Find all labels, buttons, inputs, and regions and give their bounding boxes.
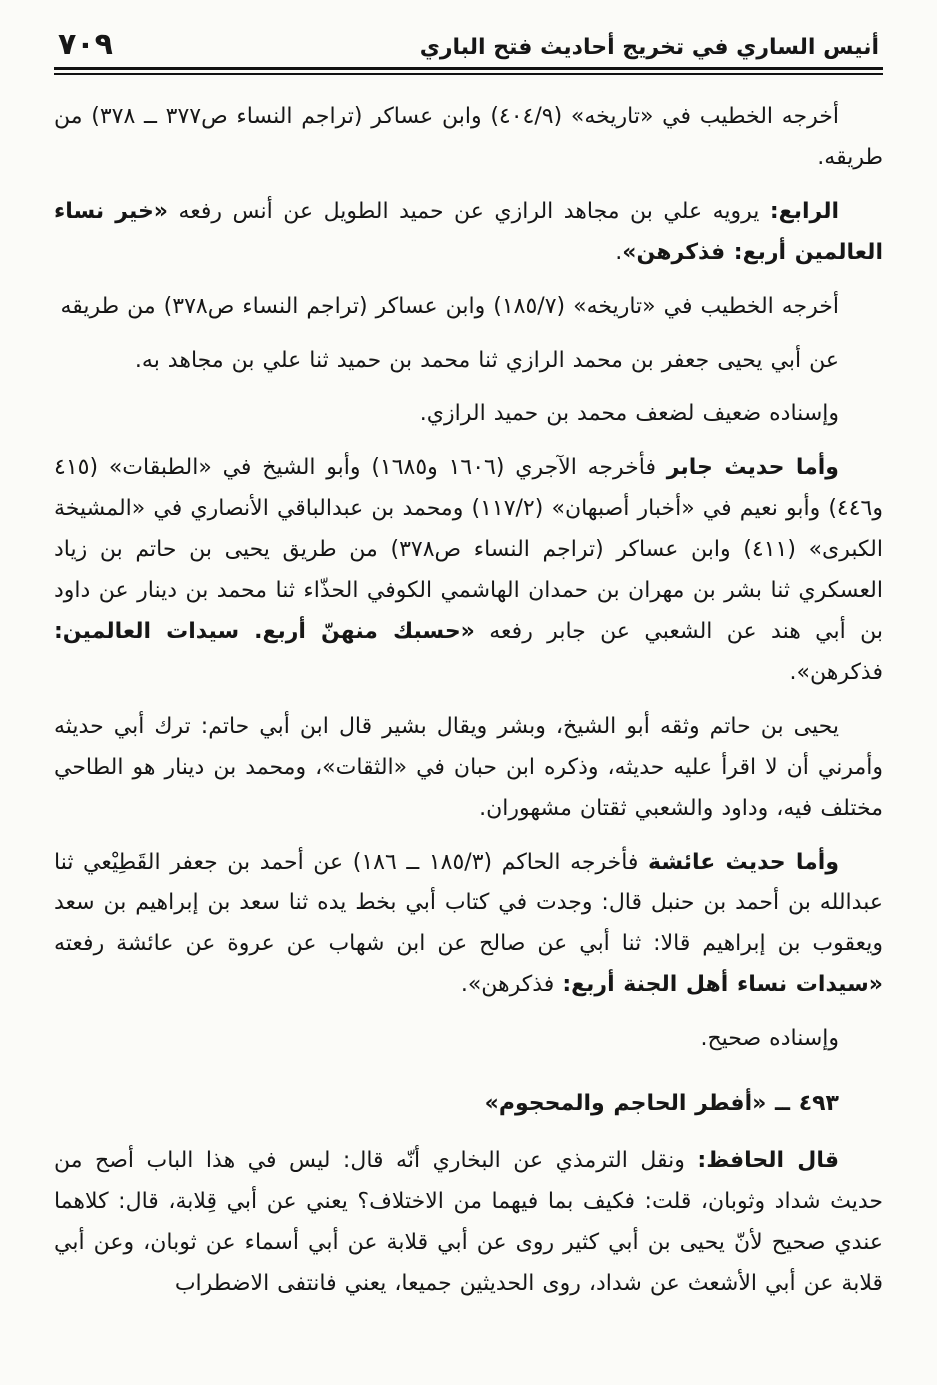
paragraph — [54, 192, 883, 274]
paragraph — [54, 287, 883, 328]
paragraph — [54, 843, 883, 1007]
bold-text-segment: قال الحافظ: — [697, 1147, 839, 1173]
bold-text-segment: وأما حديث جابر — [666, 455, 839, 481]
bold-text-segment: «حسبك منهنّ أربع. سيدات العالمين: — [54, 618, 475, 644]
text-segment: وإسناده ضعيف لضعف محمد بن حميد الرازي. — [419, 401, 839, 427]
bold-text-segment: وأما حديث عائشة — [648, 849, 840, 875]
text-segment: ونقل الترمذي عن البخاري أنّه قال: ليس في هذا الباب أصح من حديث شداد وثوبان، قلت: فكيف بما فيهما من الاختلاف؟ يعني عن أبي قِلابة، قال: كلاهما عندي صحيح لأنّ يحيى بن أبي كثير روى عن أبي قلابة عن أبي أسماء عن ثوبان، وعن أبي قلابة عن أبي الأشعث عن شداد، روى الحديثين جميعا، يعني فانتفى الاضطراب — [54, 1147, 883, 1296]
text-segment: فأخرجه الحاكم (١٨٥/٣ ــ ١٨٦) عن أحمد بن جعفر القَطِيْعي ثنا عبدالله بن أحمد بن حنبل قال: وجدت في كتاب أبي بخط يده ثنا سعد بن إبراهيم بن سعد ويعقوب بن إبراهيم قالا: ثنا أبي عن صالح عن ابن شهاب عن عروة عن عائشة رفعته — [54, 849, 883, 957]
paragraph — [54, 707, 883, 830]
page-body — [54, 97, 883, 1305]
paragraph — [54, 97, 883, 179]
text-segment: عن أبي يحيى جعفر بن محمد الرازي ثنا محمد بن حميد ثنا علي بن مجاهد به. — [134, 347, 839, 373]
paragraph — [54, 1141, 883, 1305]
text-segment: أخرجه الخطيب في «تاريخه» (٤٠٤/٩) وابن عساكر (تراجم النساء ص٣٧٧ ــ ٣٧٨) من طريقه. — [54, 104, 883, 170]
book-title: أنيس الساري في تخريج أحاديث فتح الباري — [419, 35, 879, 60]
header-rule — [54, 67, 883, 75]
section-heading — [54, 1084, 883, 1125]
text-segment: يرويه علي بن مجاهد الرازي عن حميد الطويل عن أنس رفعه — [168, 198, 770, 224]
text-segment: فذكرهن». — [460, 972, 563, 998]
bold-text-segment: «خير نساء العالمين أربع: فذكرهن» — [54, 198, 883, 265]
text-segment: وإسناده صحيح. — [700, 1026, 839, 1052]
page-header — [54, 27, 883, 62]
bold-text-segment: «سيدات نساء أهل الجنة أربع: — [562, 972, 883, 998]
text-segment: فأخرجه الآجري (١٦٠٦ و١٦٨٥) وأبو الشيخ في «الطبقات» (٤١٥ و٤٤٦) وأبو نعيم في «أخبار أصبهان» (١١٧/٢) ومحمد بن عبدالباقي الأنصاري في «المشيخة الكبرى» (٤١١) وابن عساكر (تراجم النساء ص٣٧٨) من طريق يحيى بن حاتم بن زياد العسكري ثنا بشر بن مهران بن حمدان الهاشمي الكوفي الحذّاء ثنا محمد بن دينار عن داود بن أبي هند عن الشعبي عن جابر رفعه — [54, 455, 883, 644]
text-segment: فذكرهن». — [789, 659, 883, 685]
text-segment: أخرجه الخطيب في «تاريخه» (١٨٥/٧) وابن عساكر (تراجم النساء ص٣٧٨) من طريقه — [60, 293, 839, 319]
paragraph — [54, 341, 883, 382]
text-segment: يحيى بن حاتم وثقه أبو الشيخ، وبشر ويقال بشير قال ابن أبي حاتم: ترك أبي حديثه وأمرني أن لا اقرأ عليه حديثه، وذكره ابن حبان في «الثقات»، ومحمد بن دينار هو الطاحي مختلف فيه، وداود والشعبي ثقتان مشهوران. — [54, 713, 883, 821]
paragraph — [54, 448, 883, 693]
paragraph — [54, 394, 883, 435]
bold-text-segment: الرابع: — [769, 198, 839, 224]
bold-text-segment: ٤٩٣ ــ «أفطر الحاجم والمحجوم» — [484, 1091, 839, 1117]
paragraph — [54, 1019, 883, 1060]
text-segment: . — [615, 239, 623, 265]
page-number: ٧٠٩ — [58, 27, 113, 62]
